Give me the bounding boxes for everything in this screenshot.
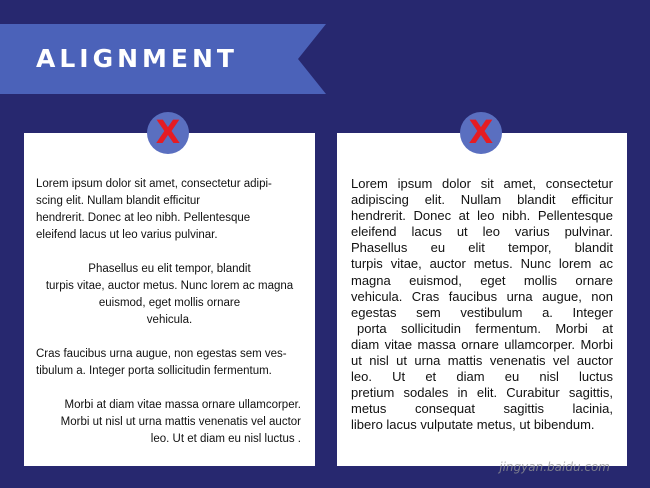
left-paragraph-2 — [30, 261, 309, 329]
text-line: Phasellus eu elit tempor, blandit — [351, 240, 613, 256]
text-line: ut nisl ut urna mattis venenatis vel auctor — [351, 353, 613, 369]
text-line: Lorem ipsum dolor sit amet, consectetur — [351, 176, 613, 191]
text-line: pretium sodales in elit. Curabitur sagittis, — [351, 385, 613, 401]
text-line: scing elit. Nullam blandit efficitur — [36, 195, 201, 207]
left-paragraph-3 — [36, 346, 308, 380]
right-example-card — [337, 133, 627, 466]
text-line: Morbi ut nisl ut urna mattis venenatis vel auctor — [60, 416, 301, 428]
watermark: jingyan.baidu.com — [499, 460, 610, 474]
text-line: metus consequat sagittis lacinia, — [351, 401, 613, 417]
wrong-badge-left — [147, 112, 189, 154]
text-line: turpis vitae, auctor metus. Nunc lorem ac magna — [45, 280, 294, 292]
right-justified-paragraph — [351, 176, 613, 434]
text-line: magna euismod, eget mollis ornare — [351, 272, 613, 288]
page-title: ALIGNMENT — [36, 44, 238, 73]
text-line: hendrerit. Donec at leo nibh. Pellentesque — [36, 212, 251, 224]
text-line: Lorem ipsum dolor sit amet, consectetur adipi- — [36, 178, 272, 190]
text-line: hendrerit. Donec at leo nibh. Pellentesque — [351, 208, 613, 224]
text-line: diam vitae massa ornare ullamcorper. Morbi — [351, 336, 613, 352]
text-line: Morbi at diam vitae massa ornare ullamcorper. — [64, 399, 301, 411]
x-mark-icon: X — [155, 113, 181, 151]
text-line: eleifend lacus ut leo varius pulvinar. — [36, 229, 218, 241]
left-paragraph-1 — [36, 176, 308, 244]
x-mark-icon: X — [468, 113, 494, 151]
text-line: Phasellus eu elit tempor, blandit — [88, 263, 251, 275]
wrong-badge-right — [460, 112, 502, 154]
text-line: porta sollicitudin fermentum. Morbi at — [357, 320, 613, 336]
text-line: libero lacus vulputate metus, ut bibendum. — [351, 417, 595, 433]
text-line: leo. Ut et diam eu nisl luctus — [351, 369, 613, 385]
title-ribbon — [0, 24, 326, 94]
text-line: leo. Ut et diam eu nisl luctus . — [150, 433, 301, 445]
text-line: egestas sem vestibulum a. Integer — [351, 304, 613, 320]
text-line: Cras faucibus urna augue, non egestas sem ves- — [36, 348, 287, 360]
text-line: tibulum a. Integer porta sollicitudin fermentum. — [36, 365, 272, 377]
text-line: adipiscing elit. Nullam blandit efficitur — [351, 192, 613, 208]
left-paragraph-4 — [36, 397, 301, 448]
left-example-card — [24, 133, 315, 466]
text-line: eleifend lacus ut leo varius pulvinar. — [351, 224, 613, 240]
text-line: vehicula. Cras faucibus urna augue, non — [351, 288, 613, 304]
text-line: turpis vitae, auctor metus. Nunc lorem ac — [351, 256, 613, 272]
text-line: euismod, eget mollis ornare — [98, 297, 241, 309]
text-line: vehicula. — [146, 314, 193, 326]
